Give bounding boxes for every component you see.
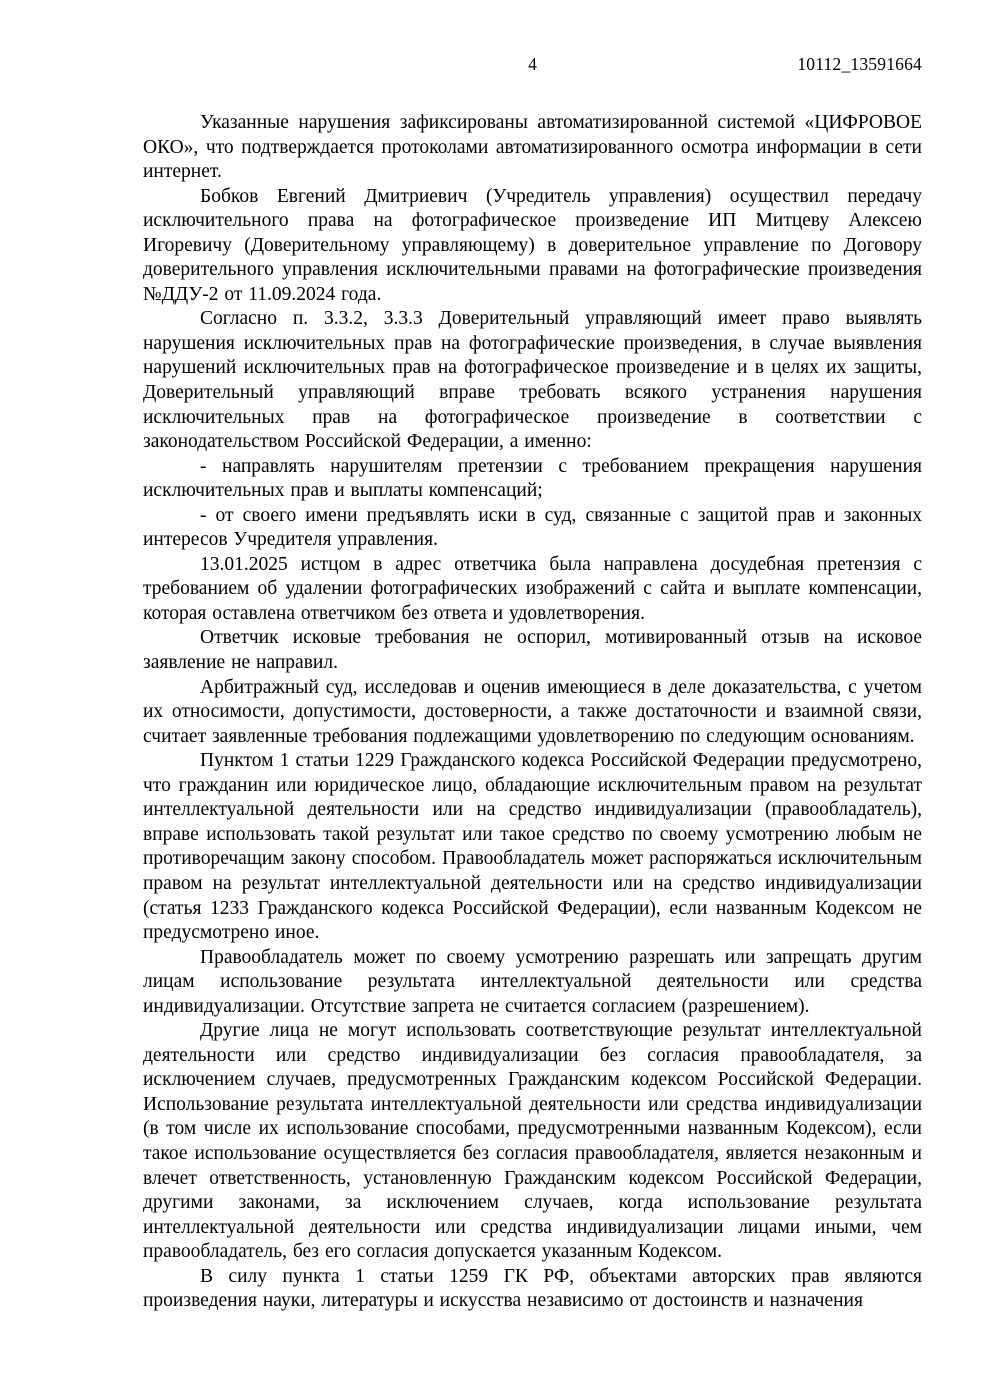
- paragraph-03: Согласно п. 3.3.2, 3.3.3 Доверительный управляющий имеет право выявлять нарушения исключительных прав на фотографические произведения, в случае выявления нарушений исключительных прав на фотографическое произведение и в целях их защиты, Доверительный управляющий вправе требовать всякого устранения нарушения исключительных прав на фотографическое произведение в соответствии с законодательством Российской Федерации, а именно:: [143, 308, 922, 453]
- paragraph-02: Бобков Евгений Дмитриевич (Учредитель управления) осуществил передачу исключительного права на фотографическое произведение ИП Митцеву Алексею Игоревичу (Доверительному управляющему) в доверительное управление по Договору доверительного управления исключительными правами на фотографические произведения №ДДУ-2 от 11.09.2024 года.: [143, 185, 922, 305]
- document-body: [143, 111, 922, 1314]
- paragraph-05: - от своего имени предъявлять иски в суд, связанные с защитой прав и законных интересов Учредителя управления.: [143, 504, 922, 551]
- paragraph-11: Другие лица не могут использовать соответствующие результат интеллектуальной деятельности или средство индивидуализации без согласия правообладателя, за исключением случаев, предусмотренных Гражданским кодексом Российской Федерации. Использование результата интеллектуальной деятельности или средства индивидуализации (в том числе их использование способами, предусмотренными названным Кодексом), если такое использование осуществляется без согласия правообладателя, является незаконным и влечет ответственность, установленную Гражданским кодексом Российской Федерации, другими законами, за исключением случаев, когда использование результата интеллектуальной деятельности или средства индивидуализации лицами иными, чем правообладатель, без его согласия допускается указанным Кодексом.: [143, 1020, 922, 1263]
- page-number: 4: [528, 54, 537, 74]
- paragraph-01: Указанные нарушения зафиксированы автоматизированной системой «ЦИФРОВОЕ ОКО», что подтверждается протоколами автоматизированного осмотра информации в сети интернет.: [143, 112, 922, 183]
- page-header: [143, 53, 922, 75]
- paragraph-04: - направлять нарушителям претензии с требованием прекращения нарушения исключительных прав и выплаты компенсаций;: [143, 455, 922, 502]
- paragraph-07: Ответчик исковые требования не оспорил, мотивированный отзыв на исковое заявление не направил.: [143, 627, 922, 674]
- paragraph-10: Правообладатель может по своему усмотрению разрешать или запрещать другим лицам использование результата интеллектуальной деятельности или средства индивидуализации. Отсутствие запрета не считается согласием (разрешением).: [143, 946, 922, 1017]
- document-id: 10112_13591664: [797, 54, 922, 74]
- paragraph-08: Арбитражный суд, исследовав и оценив имеющиеся в деле доказательства, с учетом их относимости, допустимости, достоверности, а также достаточности и взаимной связи, считает заявленные требования подлежащими удовлетворению по следующим основаниям.: [143, 676, 922, 747]
- paragraph-06: 13.01.2025 истцом в адрес ответчика была направлена досудебная претензия с требованием об удалении фотографических изображений с сайта и выплате компенсации, которая оставлена ответчиком без ответа и удовлетворения.: [143, 553, 922, 624]
- paragraph-12: В силу пункта 1 статьи 1259 ГК РФ, объектами авторских прав являются произведения науки, литературы и искусства независимо от достоинств и назначения: [143, 1265, 922, 1312]
- paragraph-09: Пунктом 1 статьи 1229 Гражданского кодекса Российской Федерации предусмотрено, что гражданин или юридическое лицо, обладающие исключительным правом на результат интеллектуальной деятельности или на средство индивидуализации (правообладатель), вправе использовать такой результат или такое средство по своему усмотрению любым не противоречащим закону способом. Правообладатель может распоряжаться исключительным правом на результат интеллектуальной деятельности или на средство индивидуализации (статья 1233 Гражданского кодекса Российской Федерации), если названным Кодексом не предусмотрено иное.: [143, 750, 922, 944]
